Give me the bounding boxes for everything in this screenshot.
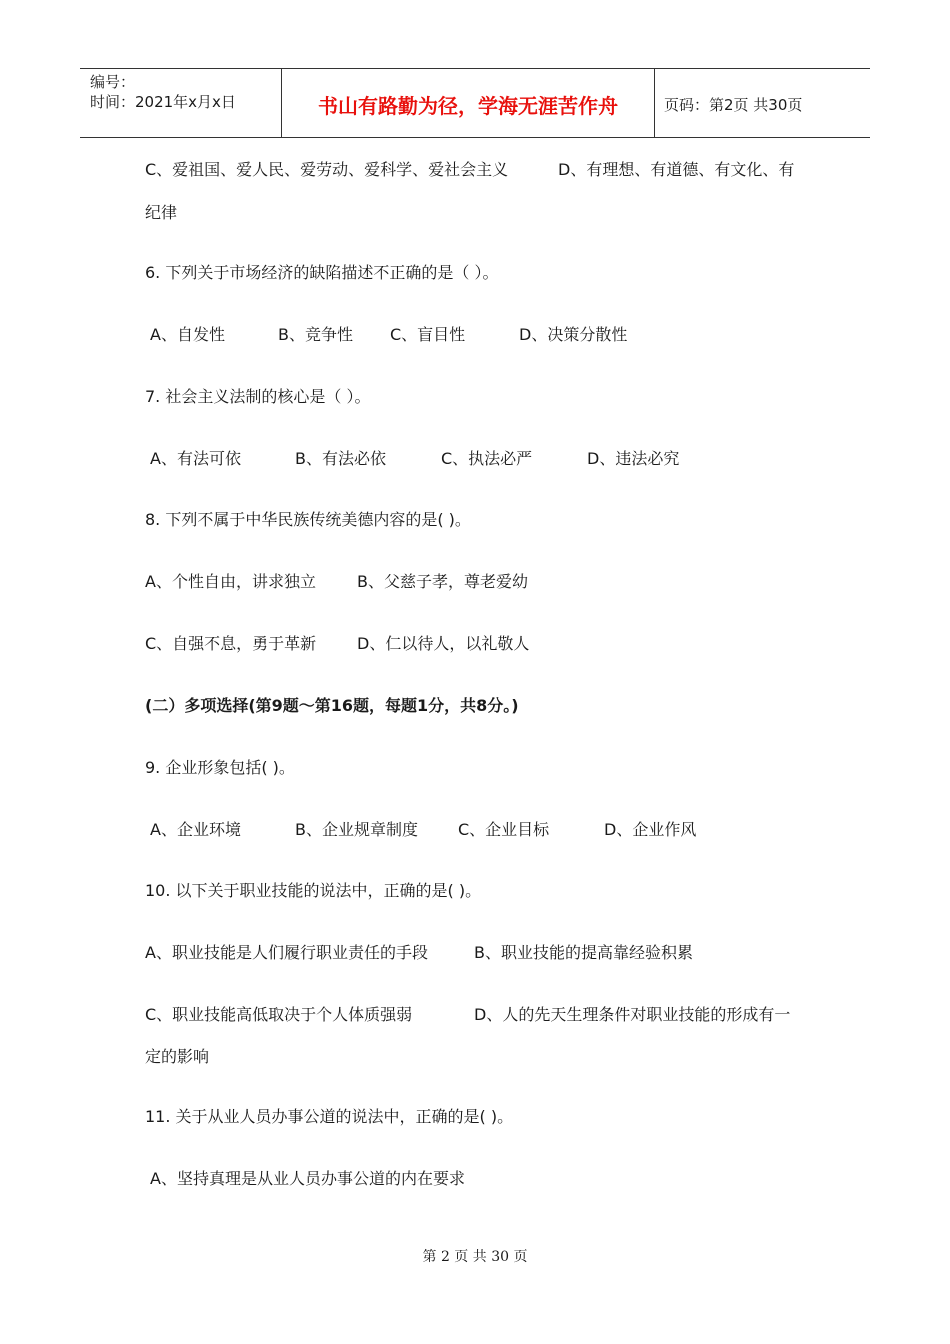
- q6-option-a: A、自发性: [150, 325, 225, 344]
- section-multiple-choice-heading: (二）多项选择(第9题～第16题，每题1分，共8分。): [145, 696, 519, 715]
- header-left-cell: [80, 69, 280, 137]
- q7-option-b: B、有法必依: [295, 449, 386, 468]
- page-footer: 第 2 页 共 30 页: [422, 1249, 528, 1265]
- document-number-label: 编号：: [90, 73, 136, 91]
- question-7: 7. 社会主义法制的核心是（ ）。: [145, 387, 371, 406]
- q9-option-a: A、企业环境: [150, 820, 241, 839]
- q5-option-d-continued: 纪律: [145, 203, 178, 222]
- q10-option-a: A、职业技能是人们履行职业责任的手段: [145, 943, 428, 962]
- q8-option-b: B、父慈子孝，尊老爱幼: [357, 572, 528, 591]
- q8-option-c: C、自强不息，勇于革新: [145, 634, 317, 653]
- question-9: 9. 企业形象包括( )。: [145, 758, 295, 777]
- q5-option-d: D、有理想、有道德、有文化、有: [558, 160, 795, 179]
- q6-option-c: C、盲目性: [390, 325, 466, 344]
- q6-option-d: D、决策分散性: [519, 325, 628, 344]
- header-middle-cell: [281, 69, 655, 137]
- question-11: 11. 关于从业人员办事公道的说法中，正确的是( )。: [145, 1107, 514, 1126]
- q9-option-c: C、企业目标: [458, 820, 550, 839]
- question-8: 8. 下列不属于中华民族传统美德内容的是( )。: [145, 510, 471, 529]
- q8-option-d: D、仁以待人，以礼敬人: [357, 634, 530, 653]
- q10-option-d-continued: 定的影响: [145, 1047, 210, 1066]
- q10-option-c: C、职业技能高低取决于个人体质强弱: [145, 1005, 413, 1024]
- question-10: 10. 以下关于职业技能的说法中，正确的是( )。: [145, 881, 482, 900]
- question-6: 6. 下列关于市场经济的缺陷描述不正确的是（ ）。: [145, 263, 499, 282]
- q9-option-d: D、企业作风: [604, 820, 697, 839]
- q10-option-d: D、人的先天生理条件对职业技能的形成有一: [474, 1005, 791, 1024]
- q7-option-c: C、执法必严: [441, 449, 533, 468]
- q8-option-a: A、个性自由，讲求独立: [145, 572, 316, 591]
- q6-option-b: B、竞争性: [278, 325, 353, 344]
- header-motto: 书山有路勤为径，学海无涯苦作舟: [318, 94, 618, 118]
- header-page-info: 页码：第2页 共30页: [664, 96, 803, 114]
- q7-option-d: D、违法必究: [587, 449, 680, 468]
- q7-option-a: A、有法可依: [150, 449, 241, 468]
- q11-option-a: A、坚持真理是从业人员办事公道的内在要求: [150, 1169, 465, 1188]
- q10-option-b: B、职业技能的提高靠经验积累: [474, 943, 693, 962]
- q9-option-b: B、企业规章制度: [295, 820, 418, 839]
- page-header: [80, 68, 870, 138]
- header-right-cell: [654, 69, 870, 137]
- q5-option-c: C、爱祖国、爱人民、爱劳动、爱科学、爱社会主义: [145, 160, 509, 179]
- document-time-label: 时间：2021年x月x日: [90, 93, 236, 111]
